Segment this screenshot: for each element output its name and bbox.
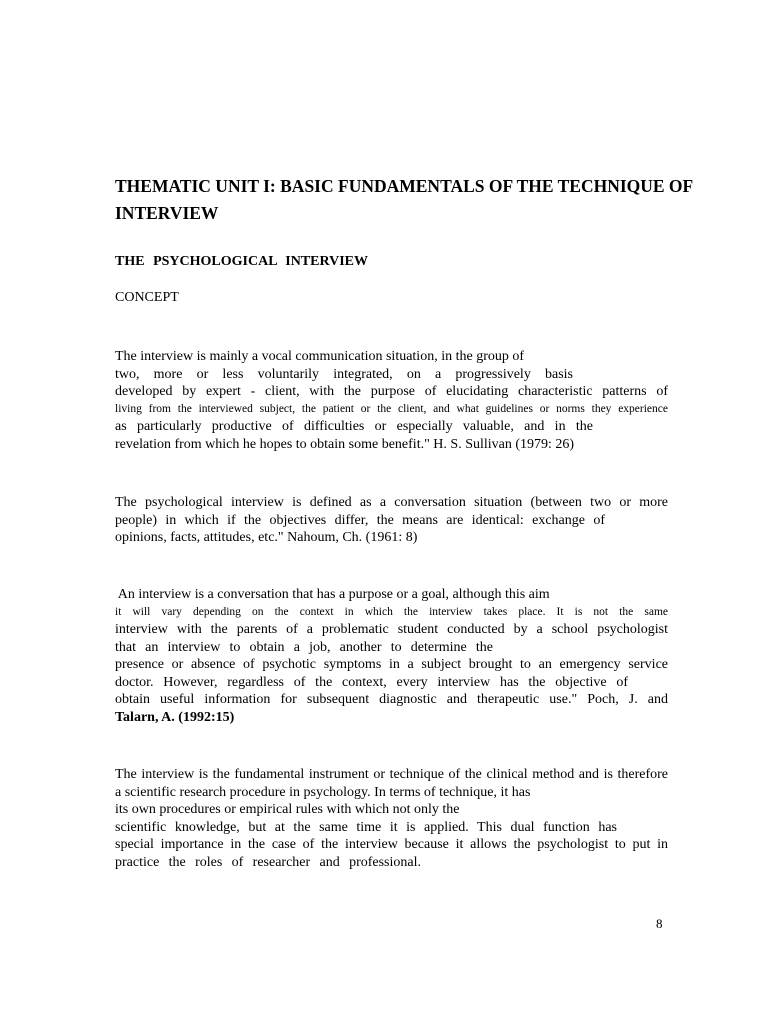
concept-heading: CONCEPT (115, 290, 179, 305)
paragraph-poch-talarn (115, 586, 668, 726)
paragraph-line: living from the interviewed subject, the patient or the client, and what guidelines or norms they experience (115, 402, 668, 415)
paragraph-line: people) in which if the objectives differ, the means are identical: exchange of (115, 512, 605, 528)
page-number: 8 (656, 916, 663, 931)
unit-title (115, 173, 768, 227)
paragraph-line: that an interview to obtain a job, another to determine the (115, 639, 493, 655)
paragraph-line: revelation from which he hopes to obtain some benefit." H. S. Sullivan (1979: 26) (115, 436, 575, 452)
paragraph-nahoum (115, 494, 668, 547)
paragraph-line: developed by expert - client, with the purpose of elucidating characteristic patterns of (115, 384, 668, 399)
paragraph-line: two, more or less voluntarily integrated, on a progressively basis (115, 366, 573, 382)
paragraph-line: The interview is the fundamental instrument or technique of the clinical method and is therefore (115, 767, 668, 782)
paragraph-line: its own procedures or empirical rules with which not only the (115, 802, 460, 817)
paragraph-line: presence or absence of psychotic symptoms in a subject brought to an emergency service (115, 657, 668, 672)
paragraph-line: it will vary depending on the context in which the interview takes place. It is not the same (115, 605, 668, 618)
unit-title-line-1: THEMATIC UNIT I: BASIC FUNDAMENTALS OF THE TECHNIQUE OF (115, 176, 694, 196)
paragraph-line: a scientific research procedure in psychology. In terms of technique, it has (115, 784, 531, 800)
paragraph-line: The interview is mainly a vocal communication situation, in the group of (115, 349, 525, 364)
paragraph-line: An interview is a conversation that has a purpose or a goal, although this aim (115, 587, 550, 602)
unit-title-line-2: INTERVIEW (115, 203, 219, 223)
paragraph-line: scientific knowledge, but at the same time it is applied. This dual function has (115, 819, 617, 835)
paragraph-line: special importance in the case of the interview because it allows the psychologist to put in (115, 837, 668, 852)
paragraph-sullivan (115, 348, 668, 453)
paragraph-line: interview with the parents of a problematic student conducted by a school psychologist (115, 622, 668, 637)
paragraph-line: practice the roles of researcher and professional. (115, 854, 421, 870)
paragraph-line: Talarn, A. (1992:15) (115, 709, 235, 725)
paragraph-line: opinions, facts, attitudes, etc." Nahoum, Ch. (1961: 8) (115, 530, 418, 545)
paragraph-line: The psychological interview is defined as a conversation situation (between two or more (115, 495, 668, 510)
section-subtitle: THE PSYCHOLOGICAL INTERVIEW (115, 254, 369, 269)
paragraph-line: as particularly productive of difficulties or especially valuable, and in the (115, 419, 593, 434)
paragraph-line: doctor. However, regardless of the context, every interview has the objective of (115, 674, 628, 690)
paragraph-clinical-method (115, 766, 668, 871)
paragraph-line: obtain useful information for subsequent diagnostic and therapeutic use." Poch, J. and (115, 692, 668, 707)
